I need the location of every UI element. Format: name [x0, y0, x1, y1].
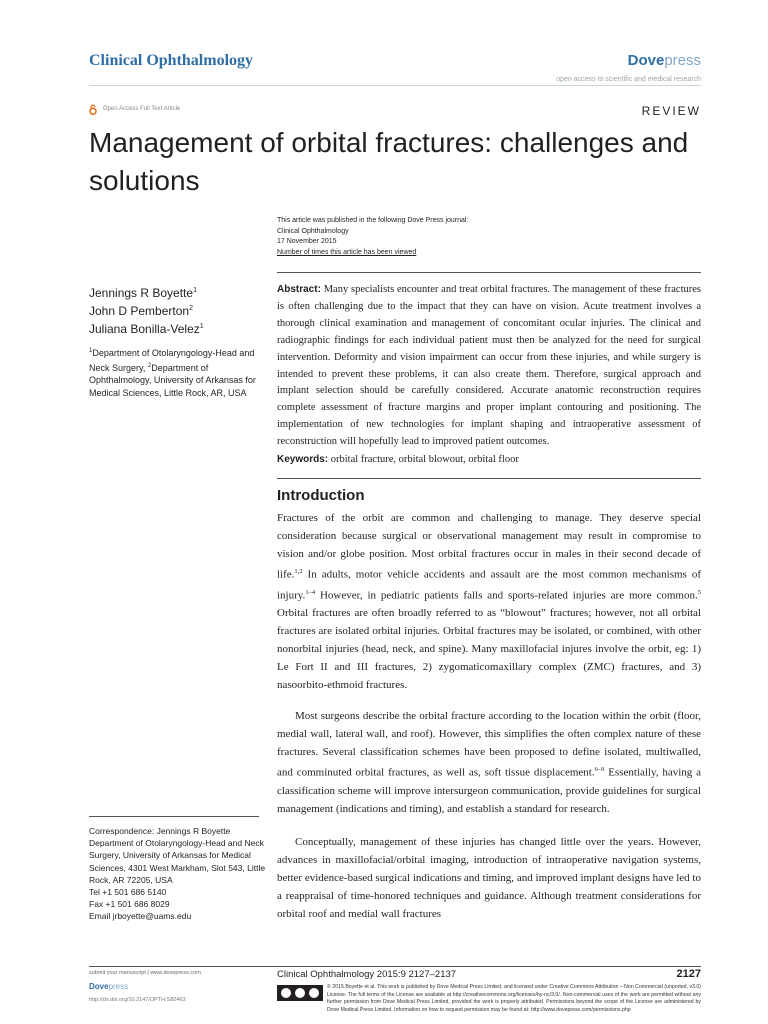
- publication-info: [277, 216, 468, 258]
- open-access-label: Open Access Full Text Article: [103, 106, 181, 112]
- keywords-label: Keywords:: [277, 454, 329, 465]
- abstract-text: Many specialists encounter and treat orbital fractures. The management of these fractures is often challenging due to the impact that they can have on vision. Acute treatment involves a thorough clinical examination and management of concomitant ocular injuries. The clinical and radiographic findings for each individual patient must then be analyzed for the need for surgical intervention. Deformity and vision impairment can occur from these injuries, and while surgery is intended to prevent these problems, it can also create them. Therefore, surgical approach and implant selection should be carefully considered. Accurate anatomic reconstruction requires complete assessment of fracture margins and proper implant contouring and positioning. The implementation of new technologies for implant shaping and intraoperative assessment of reconstruction will hopefully lead to improved patient outcomes.: [277, 284, 701, 448]
- journal-name[interactable]: Clinical Ophthalmology: [89, 52, 254, 69]
- intro-paragraph-3: Conceptually, management of these injuries has changed little over the years. However, advances in maxillofacial/orbital imaging, introduction of intraoperative navigation systems, better evidence-based surgical indications and timing, and improved implant designs have led to a reappraisal of time-honored techniques and guidance. Although treatment considerations for orbital roof and medial wall fractures: [277, 836, 701, 920]
- correspondence: [89, 825, 267, 923]
- nc-circle-icon: [309, 988, 319, 998]
- pub-info-date: 17 November 2015: [277, 238, 337, 245]
- views-link[interactable]: Number of times this article has been viewed: [277, 248, 417, 256]
- correspondence-address: Department of Otolaryngology-Head and Neck Surgery, University of Arkansas for Medical Sciences, 4301 West Markham, Slot 543, Little Rock, AR 72205, USA: [89, 838, 266, 885]
- abstract-label: Abstract:: [277, 284, 321, 295]
- footer-publisher-logo[interactable]: Dovepress: [89, 982, 129, 991]
- open-access-icon: [89, 104, 97, 115]
- author: Jennings R Boyette$^1$: [89, 286, 197, 300]
- publisher-logo[interactable]: [628, 52, 701, 69]
- correspondence-tel: Tel +1 501 686 5140: [89, 887, 167, 898]
- brand-bold: Dove: [627, 52, 665, 69]
- pub-info-journal: Clinical Ophthalmology: [277, 227, 349, 235]
- author: Juliana Bonilla-Velez$^1$: [89, 322, 204, 336]
- footer-citation: Clinical Ophthalmology 2015:9 2127–2137: [277, 969, 457, 980]
- doi-link[interactable]: http://dx.doi.org/10.2147/OPTH.S80463: [89, 997, 186, 1003]
- pub-info-line: This article was published in the following Dove Press journal:: [277, 217, 469, 224]
- license-text: © 2015 Boyette et al. This work is published by Dove Medical Press Limited, and licensed under Creative Commons Attribution – Non Commercial (unported, v3.0) License. The full terms of the License are available at http://creativecommons.org/licenses/by-nc/3.0/. Non-commercial uses of the work are permitted without any further permission from Dove Medical Press Limited, provided the work is properly attributed. Permissions beyond the scope of the License are administered by Dove Medical Press Limited. Information on how to request permission may be found at: http://www.dovepress.com/permissions.php: [327, 984, 701, 1013]
- submit-manuscript-link[interactable]: submit your manuscript | www.dovepress.com: [89, 970, 201, 976]
- creative-commons-icon[interactable]: [277, 985, 323, 1001]
- correspondence-name: Correspondence: Jennings R Boyette: [89, 826, 231, 836]
- correspondence-divider: [89, 816, 259, 817]
- affiliations: $^1$Department of Otolaryngology-Head and Neck Surgery, $^2$Department of Ophthalmology, University of Arkansas for Medical Sciences, Little Rock, AR, USA: [89, 348, 256, 398]
- publisher-tagline: open access to scientific and medical research: [556, 76, 701, 83]
- keywords: [277, 452, 701, 468]
- article-title: Management of orbital fractures: challenges and solutions: [89, 127, 689, 196]
- abstract-top-rule: [277, 272, 701, 273]
- correspondence-email[interactable]: Email jrboyette@uams.edu: [89, 911, 192, 922]
- footer-divider: [89, 966, 701, 967]
- intro-paragraph-1: Fractures of the orbit are common and challenging to manage. They deserve special consideration because surgical or observational management may result in compromise to vision and/or globe position. Most orbital fractures occur in males in their second decade of life.$^{1,2}$ In adults, motor vehicle accidents and assault are the most common mechanisms of injury.$^{1-4}$ However, in pediatric patients falls and sports-related injuries are more common.$^5$ Orbital fractures are often broadly referred to as “blowout” fractures; however, not all orbital fractures are isolated orbital injuries. Orbital fractures may be isolated, or combined, with other nonorbital injuries (head, neck, and spine). Many maxillofacial injures involve the orbit, eg: 1) Le Fort II and III fractures, 2) zygomaticomaxillary complex (ZMC) fractures, and 3) nasoorbito-ethmoid fractures.: [277, 512, 701, 692]
- intro-paragraph-2: Most surgeons describe the orbital fracture according to the location within the orbit (floor, medial wall, lateral wall, and roof). However, this simplifies the often complex nature of these fractures. Several classification schemes have been proposed to define isolated, multiwalled, and comminuted orbital fractures, as well as, soft tissue displacement.$^{6-9}$ Essentially, having a classification scheme will improve intersurgeon communication, provide guidelines for surgical management (indications and timing), and establish a standard for research.: [277, 710, 701, 815]
- article-type: REVIEW: [641, 104, 701, 118]
- abstract-bottom-rule: [277, 478, 701, 479]
- page-number: 2127: [676, 968, 701, 980]
- author: John D Pemberton$^2$: [89, 304, 193, 318]
- brand-light: press: [664, 52, 701, 69]
- cc-circle-icon: [281, 988, 291, 998]
- author-list: [89, 283, 204, 337]
- by-circle-icon: [295, 988, 305, 998]
- keywords-text: orbital fracture, orbital blowout, orbital floor: [330, 454, 519, 465]
- abstract: [277, 282, 701, 451]
- section-heading: Introduction: [277, 487, 365, 504]
- correspondence-fax: Fax +1 501 686 8029: [89, 899, 170, 910]
- header-divider: [89, 85, 701, 86]
